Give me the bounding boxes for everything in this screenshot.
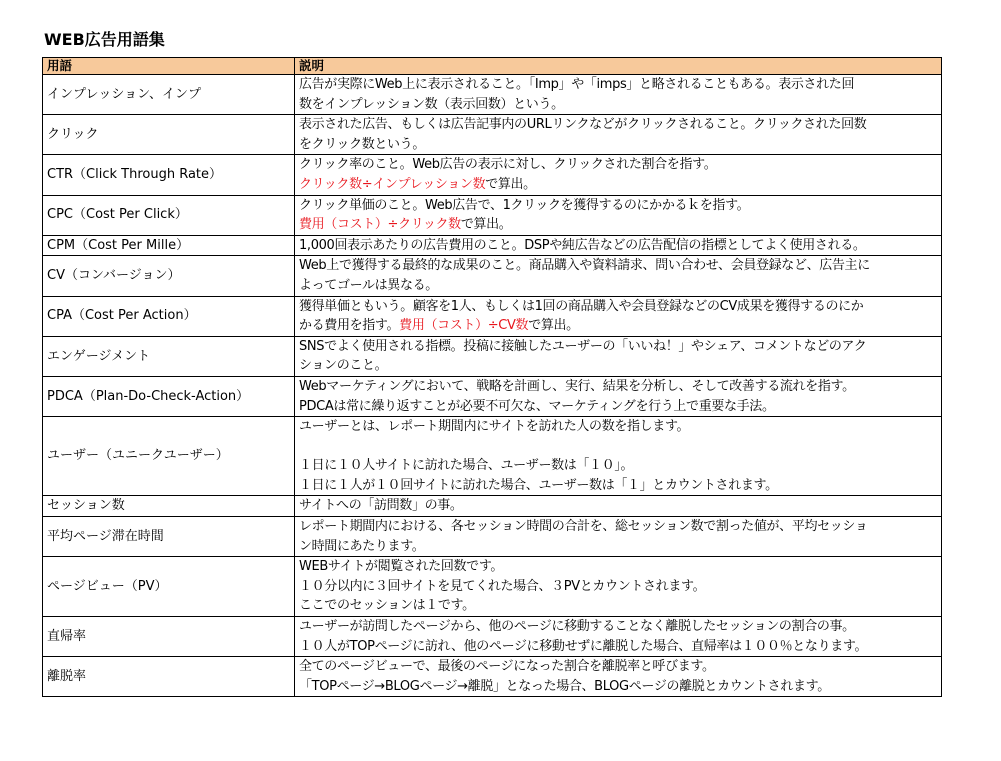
table-row	[43, 496, 942, 517]
description-cell	[295, 296, 942, 336]
glossary-body	[43, 75, 942, 697]
formula-text: クリック数÷インプレッション数	[299, 176, 486, 192]
description-text: ユーザーとは、レポート期間内にサイトを訪れた人の数を指します。	[299, 419, 690, 435]
term-cell: CPA（Cost Per Action）	[43, 296, 295, 336]
description-text: １０分以内に３回サイトを見てくれた場合、３PVとカウントされます。	[299, 578, 706, 594]
description-text: ン時間にあたります。	[299, 538, 425, 554]
description-text: 「TOPページ→BLOGページ→離脱」となった場合、BLOGページの離脱とカウントされます。	[299, 678, 830, 694]
table-row	[43, 417, 942, 496]
description-text: ここでのセッションは１です。	[299, 598, 475, 614]
description-text: ションのこと。	[299, 358, 388, 374]
description-text: 全てのページビューで、最後のページになった割合を離脱率と呼びます。	[299, 659, 715, 675]
formula-text: 費用（コスト）÷CV数	[399, 318, 529, 334]
description-line	[299, 657, 941, 677]
description-text: をクリック数という。	[299, 136, 425, 152]
term-cell: セッション数	[43, 496, 295, 517]
description-line	[299, 236, 941, 256]
description-line	[299, 417, 941, 437]
table-row	[43, 75, 942, 115]
table-row	[43, 115, 942, 155]
term-cell: インプレッション、インプ	[43, 75, 295, 115]
description-text: ユーザーが訪問したページから、他のページに移動することなく離脱したセッションの割合の事。	[299, 619, 855, 635]
description-cell	[295, 617, 942, 657]
description-text: かる費用を指す。	[299, 318, 400, 334]
description-line	[299, 677, 941, 697]
description-text: で算出。	[528, 318, 579, 334]
description-line	[299, 456, 941, 476]
description-line	[299, 617, 941, 637]
table-row	[43, 657, 942, 697]
description-line	[299, 476, 941, 496]
description-cell	[295, 235, 942, 256]
description-text: SNSでよく使用される指標。投稿に接触したユーザーの「いいね！」やシェア、コメントなどのアク	[299, 338, 867, 354]
description-line	[299, 175, 941, 195]
description-text: クリック単価のこと。Web広告で、1クリックを獲得するのにかかるｋを指す。	[299, 197, 750, 213]
description-text: １日に１０人サイトに訪れた場合、ユーザー数は「１０」。	[299, 458, 634, 474]
description-text: 数をインプレッション数（表示回数）という。	[299, 96, 564, 112]
description-cell	[295, 336, 942, 376]
description-line	[299, 356, 941, 376]
description-text: PDCAは常に繰り返すことが必要不可欠な、マーケティングを行う上で重要な手法。	[299, 398, 775, 414]
glossary-table	[42, 57, 942, 697]
description-line	[299, 316, 941, 336]
table-row	[43, 336, 942, 376]
description-cell	[295, 496, 942, 517]
term-cell: CV（コンバージョン）	[43, 256, 295, 296]
description-line	[299, 75, 941, 95]
description-line	[299, 215, 941, 235]
description-cell	[295, 657, 942, 697]
description-text: WEBサイトが閲覧された回数です。	[299, 559, 504, 575]
page-title: WEB広告用語集	[44, 30, 165, 49]
description-text: サイトへの「訪問数」の事。	[299, 498, 463, 514]
term-cell: CTR（Click Through Rate）	[43, 155, 295, 195]
term-cell: 直帰率	[43, 617, 295, 657]
description-cell	[295, 376, 942, 416]
description-line	[299, 135, 941, 155]
header-term: 用語	[43, 58, 295, 75]
table-row	[43, 155, 942, 195]
term-cell: CPM（Cost Per Mille）	[43, 235, 295, 256]
blank-line	[299, 437, 941, 457]
description-text: Web上で獲得する最終的な成果のこと。商品購入や資料請求、問い合わせ、会員登録など、広告主に	[299, 258, 870, 274]
description-text: 表示された広告、もしくは広告記事内のURLリンクなどがクリックされること。クリックされた回数	[299, 117, 867, 133]
description-line	[299, 115, 941, 135]
description-text: レポート期間内における、各セッション時間の合計を、総セッション数で割った値が、平均セッショ	[299, 519, 868, 535]
table-row	[43, 376, 942, 416]
description-line	[299, 557, 941, 577]
description-cell	[295, 417, 942, 496]
description-text: 広告が実際にWeb上に表示されること。「Imp」や「imps」と略されることもある。表示された回	[299, 77, 855, 92]
table-row	[43, 235, 942, 256]
description-cell	[295, 115, 942, 155]
description-line	[299, 496, 941, 516]
description-line	[299, 377, 941, 397]
description-line	[299, 537, 941, 557]
description-line	[299, 577, 941, 597]
description-cell	[295, 256, 942, 296]
description-text: １日に１人が１０回サイトに訪れた場合、ユーザー数は「１」とカウントされます。	[299, 477, 778, 493]
header-description: 説明	[295, 58, 942, 75]
description-line	[299, 155, 941, 175]
description-line	[299, 196, 941, 216]
description-text: Webマーケティングにおいて、戦略を計画し、実行、結果を分析し、そして改善する流れを指す。	[299, 378, 855, 394]
table-row	[43, 256, 942, 296]
description-text: 1,000回表示あたりの広告費用のこと。DSPや純広告などの広告配信の指標としてよく使用される。	[299, 237, 866, 253]
description-cell	[295, 517, 942, 557]
description-line	[299, 596, 941, 616]
description-line	[299, 256, 941, 276]
description-text: 獲得単価ともいう。顧客を1人、もしくは1回の商品購入や会員登録などのCV成果を獲得するのにか	[299, 298, 864, 314]
description-cell	[295, 75, 942, 115]
description-text: で算出。	[460, 217, 512, 233]
description-line	[299, 397, 941, 417]
description-line	[299, 95, 941, 115]
description-line	[299, 276, 941, 296]
table-row	[43, 296, 942, 336]
description-text: よってゴールは異なる。	[299, 277, 438, 293]
term-cell: エンゲージメント	[43, 336, 295, 376]
description-line	[299, 297, 941, 317]
description-text: で算出。	[485, 176, 536, 192]
term-cell: 平均ページ滞在時間	[43, 517, 295, 557]
description-line	[299, 517, 941, 537]
table-row	[43, 617, 942, 657]
term-cell: クリック	[43, 115, 295, 155]
description-text: クリック率のこと。Web広告の表示に対し、クリックされた割合を指す。	[299, 157, 717, 173]
header-row	[43, 58, 942, 75]
term-cell: 離脱率	[43, 657, 295, 697]
term-cell: ユーザー（ユニークユーザー）	[43, 417, 295, 496]
description-cell	[295, 155, 942, 195]
description-cell	[295, 195, 942, 235]
term-cell: PDCA（Plan-Do-Check-Action）	[43, 376, 295, 416]
description-text: １０人がTOPページに訪れ、他のページに移動せずに離脱した場合、直帰率は１００％となります。	[299, 638, 868, 654]
table-row	[43, 557, 942, 617]
description-line	[299, 337, 941, 357]
table-row	[43, 517, 942, 557]
term-cell: ページビュー（PV）	[43, 557, 295, 617]
description-cell	[295, 557, 942, 617]
table-row	[43, 195, 942, 235]
formula-text: 費用（コスト）÷クリック数	[299, 217, 461, 233]
term-cell: CPC（Cost Per Click）	[43, 195, 295, 235]
description-line	[299, 637, 941, 657]
